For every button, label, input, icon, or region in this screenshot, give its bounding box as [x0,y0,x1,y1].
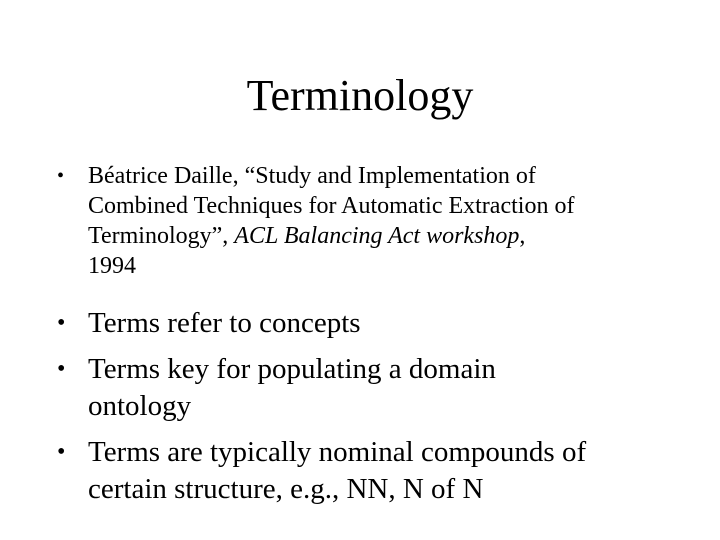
text-line: 1994 [88,253,136,279]
bullet-icon: • [57,310,66,336]
text-line: Terms key for populating a domain [88,353,496,385]
bullet-text [88,351,688,425]
text-line: Terms are typically nominal compounds of [88,436,587,468]
bullet-text [88,434,688,508]
text-line: ontology [88,390,192,422]
text-line: Terms refer to concepts [88,307,361,339]
bullet-text [88,161,688,281]
slide-title: Terminology [246,71,474,120]
bullet-icon: • [57,356,66,382]
venue-italic: ACL Balancing Act workshop [234,223,520,249]
text-line: Combined Techniques for Automatic Extraction of [88,193,575,219]
text-line: Terminology”, ACL Balancing Act workshop, [88,223,526,249]
text-line: certain structure, e.g., NN, N of N [88,473,484,505]
bullet-icon: • [57,165,65,187]
bullet-icon: • [57,439,66,465]
bullet-text [88,305,688,342]
text-line: Béatrice Daille, “Study and Implementation of [88,163,536,189]
